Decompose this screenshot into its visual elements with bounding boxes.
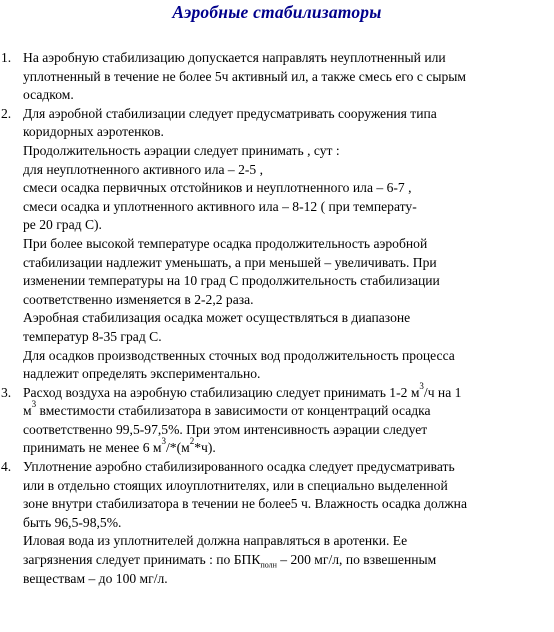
subscript: полн [260, 560, 277, 570]
text-line: зоне внутри стабилизатора в течении не более5 ч. Влажность осадка должна [23, 496, 467, 512]
text-line: или в отдельно стоящих илоуплотнителях, или в специально выделенной [23, 477, 448, 493]
text-line: Уплотнение аэробно стабилизированного осадка следует предусматривать [23, 459, 455, 475]
text-line: смеси осадка первичных отстойников и неуплотненного ила – 6-7 , [23, 180, 412, 196]
list-item-number: 3. [1, 384, 12, 400]
text-line [23, 399, 552, 421]
text-line: соответственно 99,5-97,5%. При этом интенсивность аэрации следует [23, 421, 428, 437]
text-run: м [23, 403, 32, 419]
text-line: стабилизации надлежит уменьшать, а при меньшей – увеличивать. При [23, 254, 437, 270]
numbered-list [0, 49, 554, 588]
text-run: загрязнения следует принимать : по БПК [23, 552, 261, 568]
superscript: 3 [31, 399, 37, 410]
text-run: принимать не менее 6 м [23, 440, 162, 456]
list-item-4 [0, 458, 554, 588]
text-line: для неуплотненного активного ила – 2-5 , [23, 161, 264, 177]
text-line: соответственно изменяется в 2-2,2 раза. [23, 291, 254, 307]
list-item-1 [0, 49, 554, 105]
list-item-number: 2. [1, 105, 12, 121]
text-line [23, 436, 552, 458]
list-item-number: 1. [1, 50, 12, 65]
text-run: Расход воздуха на аэробную стабилизацию следует принимать 1-2 м [23, 384, 420, 400]
list-item-number: 4. [1, 459, 12, 475]
text-line: смеси осадка и уплотненного активного ила – 8-12 ( при температу- [23, 198, 417, 214]
text-line: При более высокой температуре осадка продолжительность аэробной [23, 235, 428, 251]
text-run: *ч). [194, 440, 216, 456]
text-line: уплотненный в течение не более 5ч активный ил, а также смесь его с сырым [23, 68, 466, 84]
text-run: /ч на 1 [423, 384, 462, 400]
list-item-3 [0, 380, 554, 458]
superscript: 3 [419, 380, 424, 391]
list-item-2 [0, 105, 554, 384]
text-line: осадком. [23, 87, 74, 103]
text-line: температур 8-35 град С. [23, 328, 162, 344]
text-line [23, 551, 552, 570]
text-line: изменении температуры на 10 град С продолжительность стабилизации [23, 273, 440, 289]
text-line: Для аэробной стабилизации следует предусматривать сооружения типа [23, 105, 437, 121]
text-line: надлежит определять экспериментально. [23, 366, 261, 382]
superscript: 2 [189, 436, 195, 447]
text-line: Для осадков производственных сточных вод продолжительность процесса [23, 347, 455, 363]
text-run: вместимости стабилизатора в зависимости от концентраций осадка [36, 403, 431, 419]
text-line: веществам – до 100 мг/л. [23, 570, 168, 586]
text-run: /*(м [166, 440, 190, 456]
text-line: коридорных аэротенков. [23, 124, 164, 140]
text-line: быть 96,5-98,5%. [23, 514, 122, 530]
document-title: Аэробные стабилизаторы [172, 2, 382, 22]
text-run: – 200 мг/л, по взвешенным [276, 552, 437, 568]
text-line [23, 380, 552, 403]
text-line: ре 20 град С). [23, 217, 102, 233]
text-line: Иловая вода из уплотнителей должна направляться в аротенки. Ее [23, 533, 408, 549]
superscript: 3 [161, 436, 167, 447]
text-line: Продолжительность аэрации следует принимать , сут : [23, 142, 340, 158]
text-line: Аэробная стабилизация осадка может осуществляться в диапазоне [23, 310, 411, 326]
text-line: На аэробную стабилизацию допускается направлять неуплотненный или [23, 50, 446, 65]
